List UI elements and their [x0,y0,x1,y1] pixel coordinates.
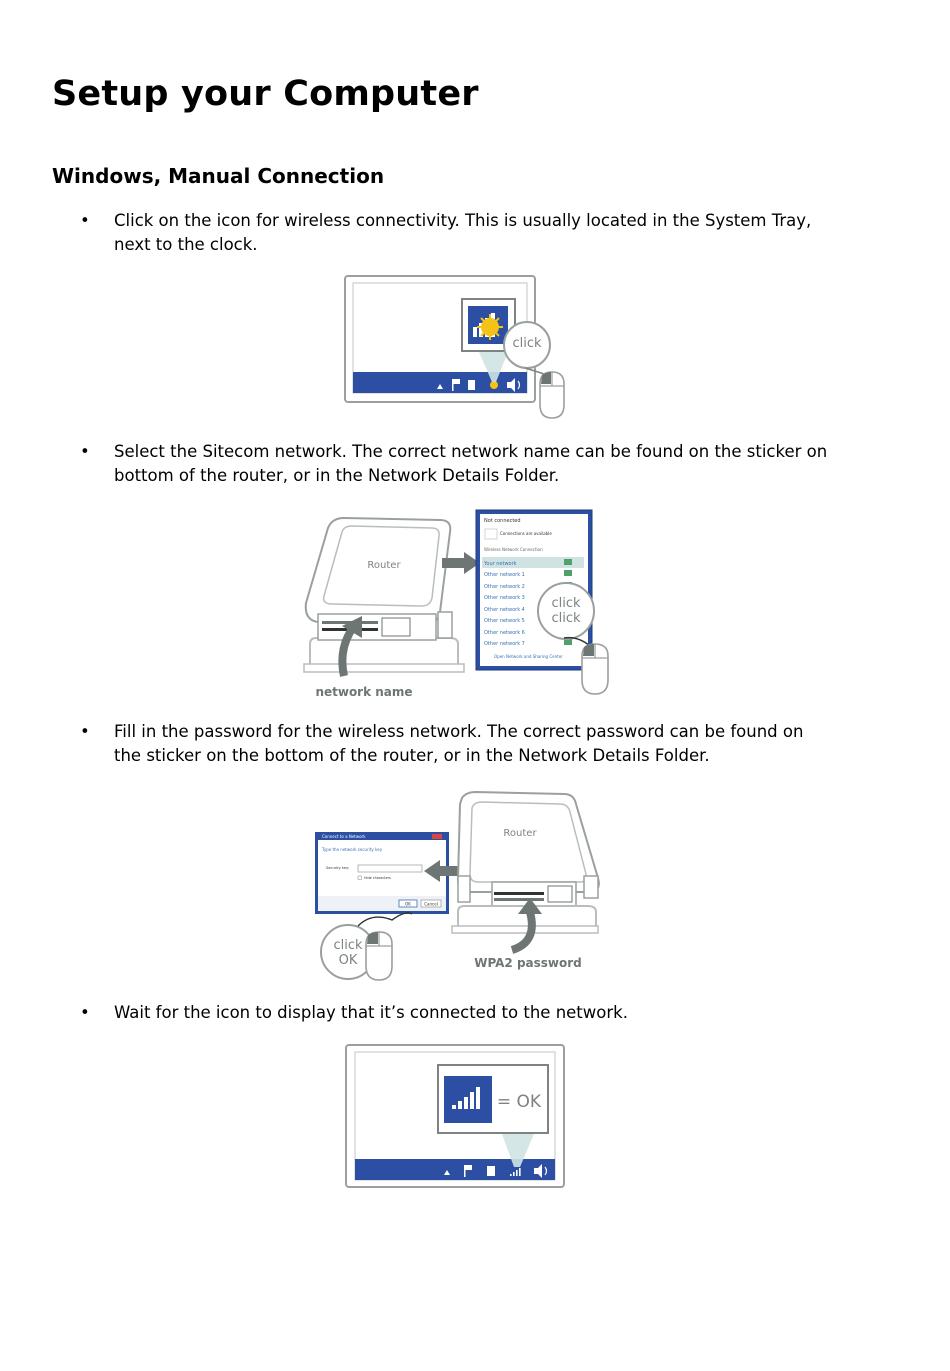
router-label: Router [367,560,401,571]
hide-characters-label: Hide characters [364,876,391,880]
click-label: click [551,611,581,626]
mouse-icon [540,372,564,418]
figure-taskbar-click [340,272,572,422]
network-name-label: network name [315,685,413,699]
cancel-button-label: Cancel [424,901,438,907]
wireless-network-icon [468,306,508,344]
security-key-label: Security key: [326,866,350,870]
security-key-input[interactable] [358,865,422,872]
figure-enter-password [312,788,604,984]
network-item[interactable]: Other network 4 [484,607,525,613]
click-label: click [512,336,542,351]
network-item[interactable]: Other network 5 [484,618,525,624]
ok-label: OK [338,953,358,968]
wpa2-password-label: WPA2 password [474,956,582,970]
network-item[interactable]: Other network 2 [484,584,525,590]
panel-available: Connections are available [500,531,552,536]
router-label: Router [503,828,537,839]
bullet-marker: • [80,1003,90,1022]
router-illustration [458,792,599,906]
section-heading: Windows, Manual Connection [52,164,385,188]
network-item[interactable]: Other network 7 [484,641,525,647]
bullet-marker: • [80,722,90,741]
ok-status-label: = OK [496,1092,542,1112]
dialog-title: Connect to a Network [322,834,366,839]
click-label: click [551,596,581,611]
signal-bars-icon [444,1076,492,1123]
step-4-text: Wait for the icon to display that it’s connected to the network. [114,1003,628,1022]
hide-characters-checkbox[interactable] [358,876,362,880]
dialog-prompt: Type the network security key [322,847,383,852]
mouse-icon [582,644,608,694]
bullet-marker: • [80,211,90,230]
network-item[interactable]: Other network 3 [484,595,525,601]
figure-select-network [298,508,616,700]
network-item[interactable]: Other network 6 [484,630,525,636]
panel-section: Wireless Network Connection [484,547,543,552]
step-2-text: Select the Sitecom network. The correct network name can be found on the sticker on bottom of the router, or in the Network Details Folder. [114,442,828,485]
bullet-marker: • [80,442,90,461]
page-title: Setup your Computer [52,74,479,114]
step-3-text: Fill in the password for the wireless network. The correct password can be found on the sticker on the bottom of the router, or in the Network Details Folder. [114,722,804,765]
panel-footer: Open Network and Sharing Center [494,654,563,659]
ok-button-label: OK [405,901,411,907]
click-label: click [333,938,363,953]
step-1-text: Click on the icon for wireless connectivity. This is usually located in the System Tray, next to the clock. [114,211,812,254]
network-item[interactable]: Other network 1 [484,572,525,578]
panel-header: Not connected [484,518,521,524]
mouse-icon [366,932,392,980]
router-illustration [306,518,452,640]
network-item-your[interactable]: Your network [484,561,517,567]
figure-connected-ok [344,1043,568,1191]
